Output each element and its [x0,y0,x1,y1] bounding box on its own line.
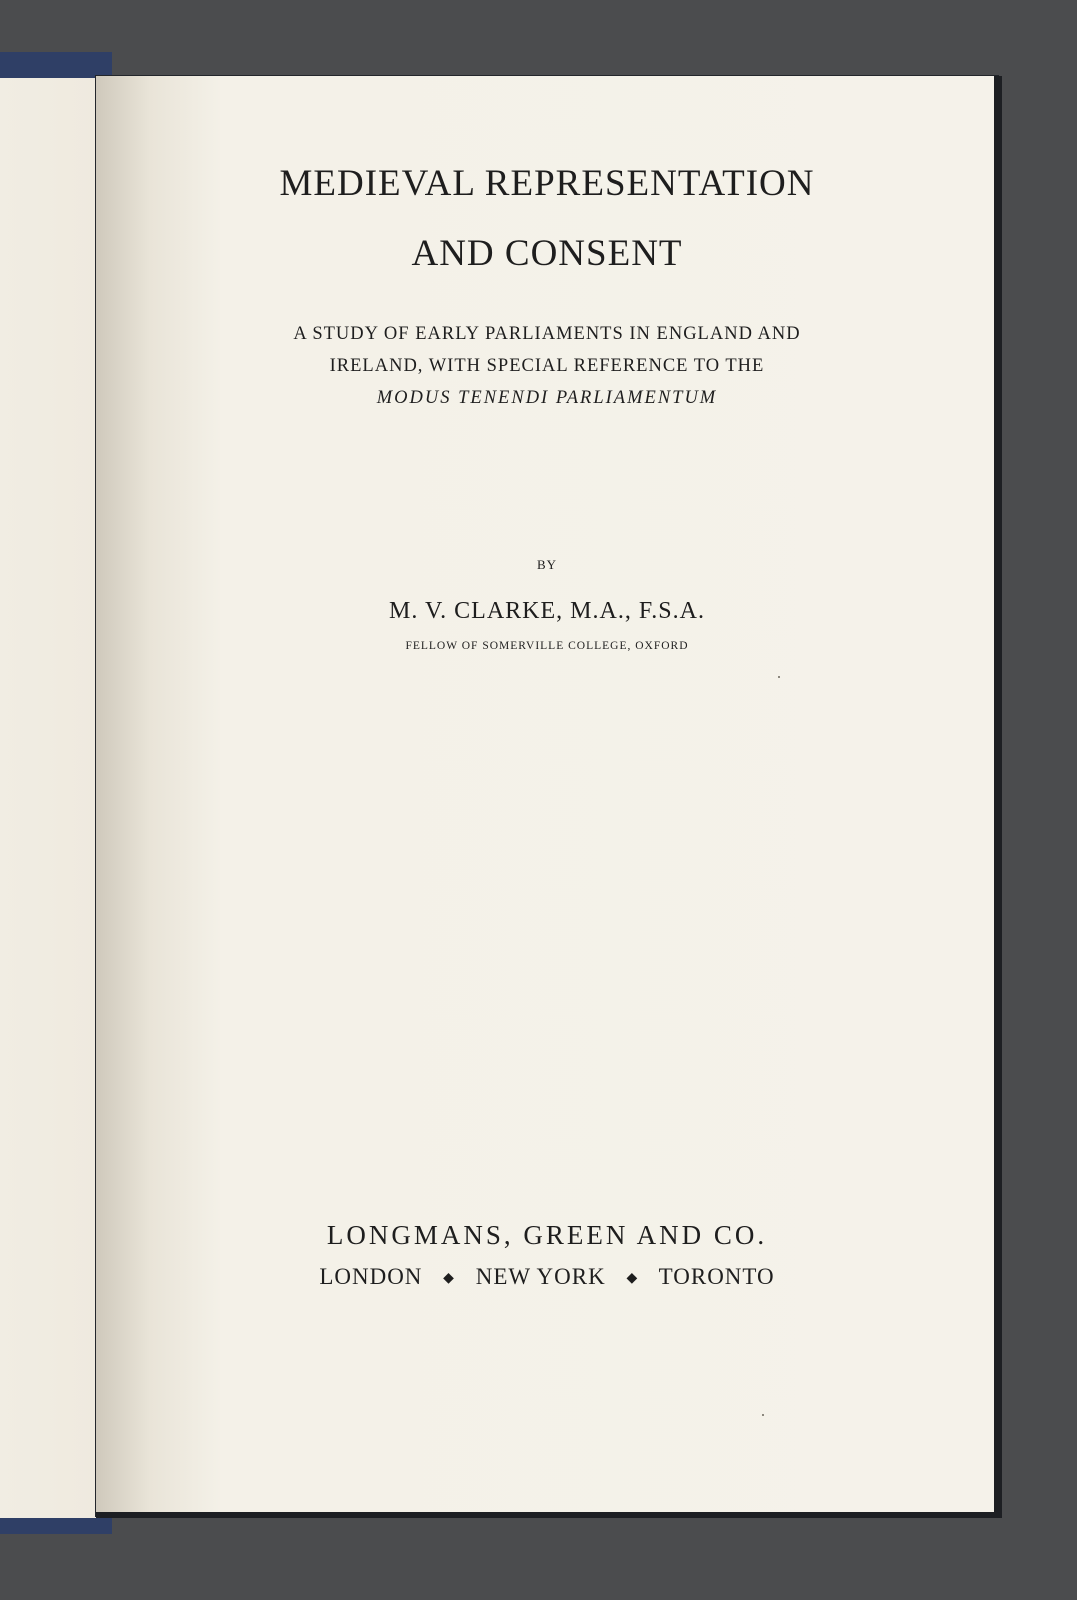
book-title-line-2: AND CONSENT [411,233,683,274]
page-edge-shadow-right [994,76,1002,1516]
page-edge-shadow-bottom [96,1512,1002,1518]
paper-speck [762,1414,764,1416]
author-affiliation: FELLOW OF SOMERVILLE COLLEGE, OXFORD [405,640,689,652]
by-label: BY [536,557,558,572]
diamond-separator-icon: ◆ [443,1271,455,1287]
diamond-separator-icon: ◆ [626,1271,639,1287]
title-page [96,76,998,1516]
subtitle-line-2: IRELAND, WITH SPECIAL REFERENCE TO THE [329,356,765,376]
city-new-york: NEW YORK [475,1264,606,1289]
publisher-name: LONGMANS, GREEN AND CO. [326,1220,768,1250]
author-name: M. V. CLARKE, M.A., F.S.A. [389,598,705,624]
city-london: LONDON [319,1264,423,1289]
book-title-line-1: MEDIEVAL REPRESENTATION [279,163,815,204]
publisher-cities [96,1264,998,1290]
city-toronto: TORONTO [658,1264,775,1289]
paper-speck [778,676,780,678]
subtitle-line-3: MODUS TENENDI PARLIAMENTUM [376,388,718,408]
subtitle-line-1: A STUDY OF EARLY PARLIAMENTS IN ENGLAND AND [293,324,801,344]
